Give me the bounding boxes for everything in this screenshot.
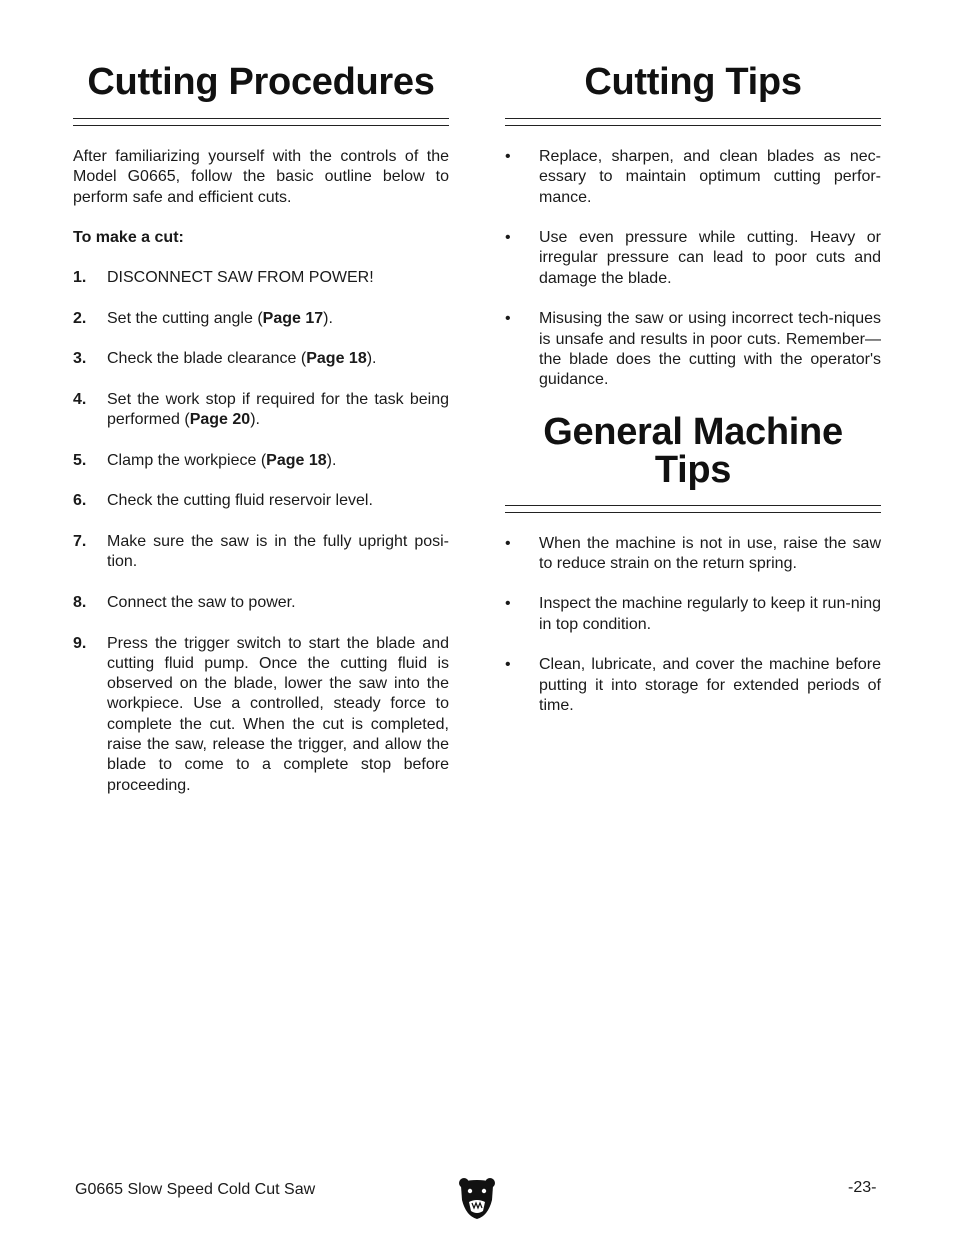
step-text: Connect the saw to power. (107, 593, 296, 611)
step-text-end: ). (326, 451, 337, 469)
tip-item (505, 534, 881, 575)
tip-item (505, 228, 881, 289)
tip-text: Replace, sharpen, and clean blades as nec-essary to maintain optimum cutting perfor-mance. (539, 148, 881, 206)
title-rule (505, 118, 881, 126)
bullet-icon: • (505, 229, 511, 247)
tip-text: Inspect the machine regularly to keep it run-ning in top condition. (539, 595, 881, 633)
tip-text: Misusing the saw or using incorrect tech-niques is unsafe and results in poor cuts. Remember—the blade does the cutting with the operator's guidance. (539, 310, 881, 389)
step-text: Set the cutting angle ( (107, 309, 263, 327)
step-text: Set the work stop if required for the task being performed ( (107, 390, 449, 429)
step-text: Check the cutting fluid reservoir level. (107, 492, 373, 510)
step-text: Check the blade clearance ( (107, 350, 307, 368)
tip-item (505, 147, 881, 208)
section-title: Cutting Procedures (87, 61, 435, 103)
subheading: To make a cut: (73, 228, 184, 246)
step-number: 4. (73, 390, 87, 408)
step-item (73, 451, 449, 471)
tip-item (505, 655, 881, 716)
step-item (73, 491, 449, 511)
steps-list (73, 268, 449, 796)
cutting-tips-title: Cutting Tips (584, 61, 802, 103)
cutting-tips-list (505, 147, 881, 391)
step-item (73, 532, 449, 573)
intro-paragraph: After familiarizing yourself with the controls of the Model G0665, follow the basic outline below to perform safe and efficient cuts. (73, 148, 449, 206)
title-line-1: General Machine (543, 410, 843, 453)
step-item (73, 593, 449, 613)
tip-item (505, 309, 881, 390)
bullet-icon: • (505, 534, 511, 552)
step-text: DISCONNECT SAW FROM POWER! (107, 269, 374, 287)
page-reference: Page 18 (266, 451, 327, 469)
bear-head-logo-icon (457, 1176, 497, 1220)
tips-column (505, 62, 881, 737)
page-reference: Page 20 (189, 411, 251, 429)
step-number: 8. (73, 593, 87, 611)
step-number: 7. (73, 533, 87, 551)
bullet-icon: • (505, 595, 511, 613)
title-rule (73, 118, 449, 126)
tip-text: Clean, lubricate, and cover the machine before putting it into storage for extended periods of time. (539, 656, 881, 714)
cutting-procedures-section (73, 62, 449, 816)
step-number: 2. (73, 309, 87, 327)
page-number: -23- (848, 1179, 877, 1196)
step-number: 9. (73, 634, 87, 652)
title-line-2: Tips (654, 448, 732, 491)
footer-model-name: G0665 Slow Speed Cold Cut Saw (75, 1181, 316, 1198)
general-machine-tips-title (505, 410, 881, 491)
title-rule (505, 505, 881, 513)
step-item (73, 634, 449, 796)
step-number: 5. (73, 451, 87, 469)
step-number: 3. (73, 350, 87, 368)
page-reference: Page 17 (262, 309, 324, 327)
step-number: 6. (73, 492, 87, 510)
step-number: 1. (73, 269, 87, 287)
step-item (73, 349, 449, 369)
tip-text: When the machine is not in use, raise the saw to reduce strain on the return spring. (539, 534, 881, 572)
bullet-icon: • (505, 148, 511, 165)
page-reference: Page 18 (306, 350, 367, 368)
step-text-end: ). (250, 411, 260, 429)
step-text: Make sure the saw is in the fully upright posi-tion. (107, 533, 449, 571)
step-item (73, 390, 449, 431)
step-text: Press the trigger switch to start the blade and cutting fluid pump. Once the cutting fluid is observed on the blade, lower the saw into the workpiece. Use a controlled, steady force to complete the cut. When the cut is completed, raise the saw, release the trigger, and allow the blade to come to a complete stop before proceeding. (107, 634, 449, 794)
step-text-end: ). (366, 350, 377, 368)
step-text-end: ). (323, 309, 333, 327)
bullet-icon: • (505, 310, 511, 328)
step-item (73, 268, 449, 288)
step-item (73, 309, 449, 329)
tip-item (505, 594, 881, 635)
general-tips-list (505, 534, 881, 717)
step-text: Clamp the workpiece ( (107, 451, 267, 469)
tip-text: Use even pressure while cutting. Heavy or irregular pressure can lead to poor cuts and damage the blade. (539, 229, 881, 287)
bullet-icon: • (505, 656, 511, 674)
